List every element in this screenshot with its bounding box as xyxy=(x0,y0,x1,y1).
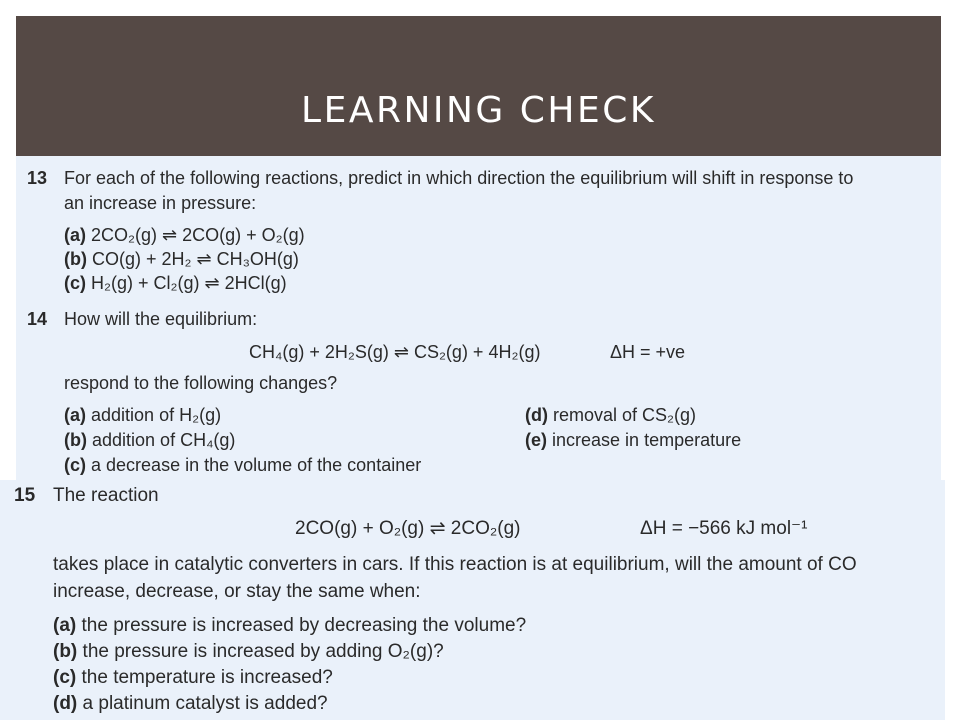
question-14-text-line1: How will the equilibrium: xyxy=(64,309,258,329)
slide-title: LEARNING CHECK xyxy=(301,90,656,131)
question-15-text-line2: takes place in catalytic converters in cars. If this reaction is at equilibrium, will the amount of CO xyxy=(53,554,857,575)
item-label: (c) xyxy=(64,273,86,293)
item-text: H₂(g) + Cl₂(g) ⇌ 2HCl(g) xyxy=(91,273,287,293)
item-label: (e) xyxy=(525,430,547,450)
question-13-number: 13 xyxy=(27,168,48,188)
question-14-enthalpy: ΔH = +ve xyxy=(610,342,686,362)
question-15-item-a xyxy=(53,615,526,637)
item-label: (b) xyxy=(64,430,87,450)
question-14-item-d xyxy=(525,404,696,426)
item-text: increase in temperature xyxy=(552,430,742,450)
item-label: (c) xyxy=(64,455,86,475)
question-15-text-line3: increase, decrease, or stay the same when: xyxy=(53,581,421,602)
item-text: a decrease in the volume of the container xyxy=(91,455,422,475)
item-text: addition of CH₄(g) xyxy=(92,430,236,450)
item-label: (a) xyxy=(64,225,86,245)
question-13-text-line1: For each of the following reactions, predict in which direction the equilibrium will shift in response to xyxy=(64,168,854,188)
question-15-enthalpy: ΔH = −566 kJ mol⁻¹ xyxy=(640,518,808,539)
question-15-number: 15 xyxy=(14,485,36,506)
question-13-item-c xyxy=(64,272,287,294)
item-label: (b) xyxy=(64,249,87,269)
question-14-item-b xyxy=(64,429,235,451)
item-text: removal of CS₂(g) xyxy=(553,405,697,425)
item-text: the temperature is increased? xyxy=(81,667,333,688)
question-14-item-c xyxy=(64,454,421,476)
question-13-item-b xyxy=(64,248,299,270)
question-15-item-d xyxy=(53,693,328,715)
question-14-equation: CH₄(g) + 2H₂S(g) ⇌ CS₂(g) + 4H₂(g) xyxy=(249,342,541,362)
item-text: 2CO₂(g) ⇌ 2CO(g) + O₂(g) xyxy=(91,225,305,245)
title-banner xyxy=(16,16,941,156)
question-13-text-line2: an increase in pressure: xyxy=(64,193,257,213)
question-15-text-line1: The reaction xyxy=(53,485,159,506)
item-label: (d) xyxy=(525,405,548,425)
question-14-number: 14 xyxy=(27,309,48,329)
item-text: the pressure is increased by decreasing the volume? xyxy=(81,615,527,636)
item-label: (d) xyxy=(53,693,78,714)
question-15-item-b xyxy=(53,641,444,663)
item-text: CO(g) + 2H₂ ⇌ CH₃OH(g) xyxy=(92,249,299,269)
item-text: a platinum catalyst is added? xyxy=(82,693,328,714)
item-text: addition of H₂(g) xyxy=(91,405,222,425)
item-label: (a) xyxy=(53,615,77,636)
item-text: the pressure is increased by adding O₂(g)? xyxy=(82,641,444,662)
item-label: (b) xyxy=(53,641,78,662)
question-13-item-a xyxy=(64,224,305,246)
question-14-item-a xyxy=(64,404,221,426)
item-label: (a) xyxy=(64,405,86,425)
item-label: (c) xyxy=(53,667,77,688)
question-14-text-line2: respond to the following changes? xyxy=(64,373,338,393)
question-15-equation: 2CO(g) + O₂(g) ⇌ 2CO₂(g) xyxy=(295,518,521,539)
question-14-item-e xyxy=(525,429,741,451)
question-15-item-c xyxy=(53,667,333,689)
